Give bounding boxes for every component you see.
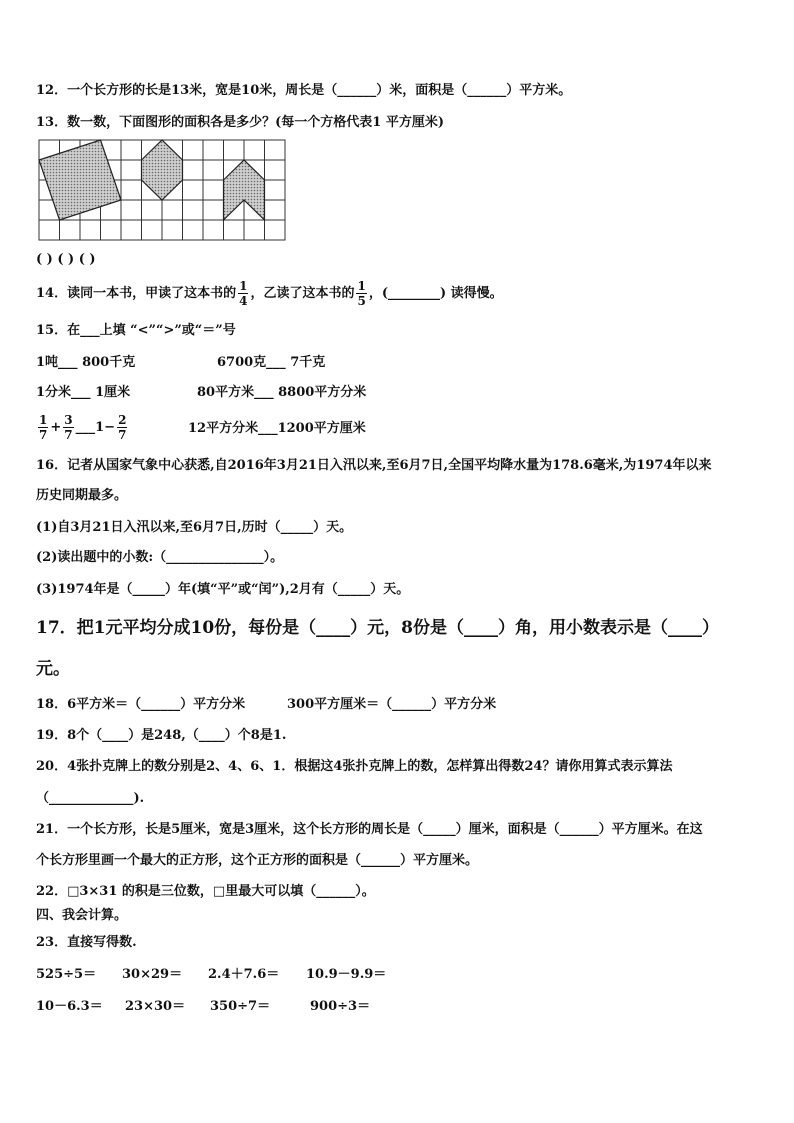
area-grid-figure [37,138,287,242]
question-17-line1: 17．把1元平均分成10份，每份是（____）元，8份是（____）角，用小数表示是（____） [36,618,719,638]
question-21-line2: 个长方形里画一个最大的正方形，这个正方形的面积是（______）平方厘米。 [36,853,479,868]
question-18a: 18．6平方米＝（______）平方分米 [36,697,246,712]
question-18b: 300平方厘米＝（______）平方分米 [287,697,497,712]
question-22: 22．□3×31 的积是三位数，□里最大可以填（______）。 [36,884,375,899]
compare-1a: 1吨___ 800千克 [36,355,136,370]
question-20-line2: （_____________). [36,791,145,806]
compare-3b: 12平方分米___1200平方厘米 [188,421,366,436]
fraction-one-fifth: $\frac{1}{5}$ [357,279,366,308]
question-23-title: 23．直接写得数. [36,935,137,950]
compare-2b: 80平方米___ 8800平方分米 [197,385,367,400]
compare-2a: 1分米___ 1厘米 [36,385,131,400]
calc-6: 23×30＝ [125,999,186,1014]
question-16-part2: (2)读出题中的小数:（_______________）。 [36,550,284,565]
calc-1: 525÷5＝ [36,967,97,982]
question-21-line1: 21．一个长方形，长是5厘米，宽是3厘米，这个长方形的周长是（_____）厘米，面积是（______）平方厘米。在这 [36,822,703,837]
calc-5: 10－6.3＝ [36,999,103,1014]
question-15-title: 15．在___上填 “<”“>”或“＝”号 [36,323,236,338]
question-13-answers: ( ) ( ) ( ) [36,252,96,267]
question-16-line2: 历史同期最多。 [36,488,128,503]
question-14: 14．读同一本书，甲读了这本书的 $\frac{1}{4}$ ，乙读了这本书的 $\frac{1}{5}$ ，(________) 读得慢。 [36,279,503,308]
calc-3: 2.4＋7.6＝ [208,967,280,982]
question-19: 19．8个（____）是248,（____）个8是1. [36,728,287,743]
octagon-shape [142,140,183,200]
question-16-line1: 16．记者从国家气象中心获悉,自2016年3月21日入汛以来,至6月7日,全国平均降水量为178.6毫米,为1974年以来 [36,458,712,473]
compare-1b: 6700克___ 7千克 [217,355,326,370]
compare-3a-fractions: $\frac{1}{7}$ + $\frac{3}{7}$ ___1− $\frac{2}{7}$ [39,413,127,442]
calc-8: 900÷3＝ [310,999,371,1014]
calc-4: 10.9－9.9＝ [306,967,387,982]
tilted-square-shape [39,140,121,220]
section-heading: 四、我会计算。 [36,908,128,923]
question-16-part1: (1)自3月21日入汛以来,至6月7日,历时（_____）天。 [36,520,353,535]
question-12: 12．一个长方形的长是13米，宽是10米，周长是（______）米，面积是（______）平方米。 [36,83,572,98]
question-20-line1: 20．4张扑克牌上的数分别是2、4、6、1．根据这4张扑克牌上的数，怎样算出得数24？请你用算式表示算法 [36,759,673,774]
question-17-line2: 元。 [36,659,70,679]
fraction-one-quarter: $\frac{1}{4}$ [239,279,248,308]
calc-7: 350÷7＝ [210,999,271,1014]
question-16-part3: (3)1974年是（_____）年(填“平”或“闰”),2月有（_____）天。 [36,582,410,597]
calc-2: 30×29＝ [122,967,183,982]
question-13-title: 13．数一数，下面图形的面积各是多少？(每一个方格代表1 平方厘米) [36,115,444,130]
